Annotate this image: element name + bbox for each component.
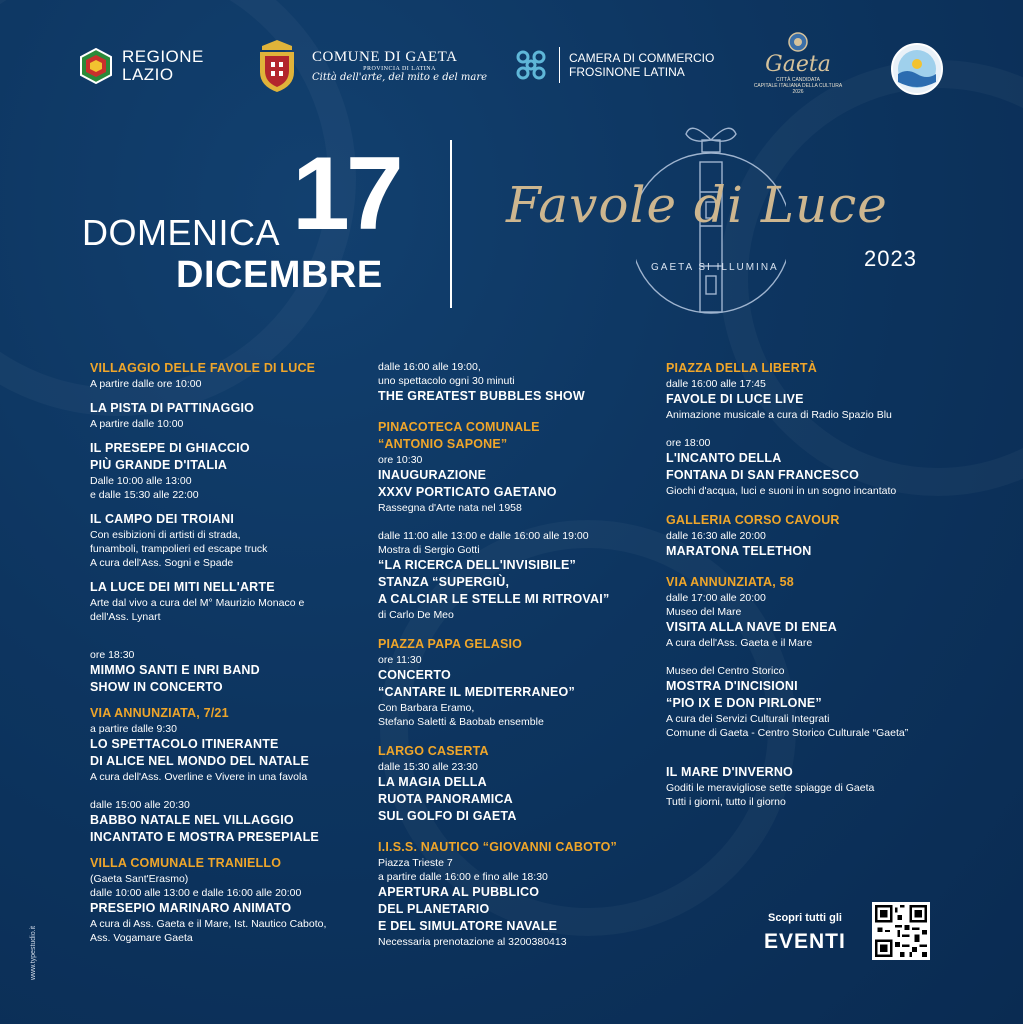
sponsor-logo-row: [0, 38, 1023, 108]
event-note: Con Barbara Eramo,: [378, 702, 475, 714]
gaeta-capitale-sub1: CITTÀ CANDIDATA: [776, 77, 820, 83]
event-note: e dalle 15:30 alle 22:00: [90, 489, 199, 501]
event-note: di Carlo De Meo: [378, 609, 454, 621]
month-name: DICEMBRE: [176, 254, 383, 296]
comune-gaeta-name: COMUNE DI GAETA: [312, 49, 458, 65]
header-divider: [450, 140, 452, 308]
program-column-3: [666, 360, 966, 809]
event-title: A CALCIAR LE STELLE MI RITROVAI”: [378, 592, 610, 606]
camera-commercio-emblem-icon: [512, 46, 550, 84]
event-time: dalle 16:00 alle 19:00,: [378, 361, 481, 373]
event-note: Animazione musicale a cura di Radio Spazio Blu: [666, 409, 892, 421]
designer-credit: www.typestudio.it: [30, 925, 37, 980]
location-title: GALLERIA CORSO CAVOUR: [666, 513, 840, 527]
program-column-2: [378, 360, 678, 949]
event-title: LA LUCE DEI MITI NELL'ARTE: [90, 580, 275, 594]
event-title: MARATONA TELETHON: [666, 544, 812, 558]
event-title: VILLAGGIO DELLE FAVOLE DI LUCE: [90, 361, 316, 375]
event-title: LA MAGIA DELLA: [378, 775, 487, 789]
event-title: MIMMO SANTI E INRI BAND: [90, 663, 260, 677]
event-note: Con esibizioni di artisti di strada,: [90, 529, 241, 541]
program-column-1: [90, 360, 390, 945]
event-note: (Gaeta Sant'Erasmo): [90, 873, 189, 885]
regione-lazio-line1: REGIONE: [122, 47, 204, 66]
regione-lazio-line2: LAZIO: [122, 65, 174, 84]
location-title: VIA ANNUNZIATA, 58: [666, 575, 794, 589]
event-title: RUOTA PANORAMICA: [378, 792, 513, 806]
regione-lazio-emblem-icon: [78, 48, 114, 84]
event-note: Museo del Mare: [666, 606, 742, 618]
event-title: FAVOLE DI LUCE LIVE: [666, 392, 804, 406]
event-title: PRESEPIO MARINARO ANIMATO: [90, 901, 292, 915]
pro-loco-gaeta-seal-icon: [890, 42, 944, 96]
gaeta-capitale-logo: [748, 32, 848, 95]
location-title: LARGO CASERTA: [378, 744, 489, 758]
event-note: Necessaria prenotazione al 3200380413: [378, 936, 567, 948]
event-time: dalle 15:00 alle 20:30: [90, 799, 190, 811]
event-note: Tutti i giorni, tutto il giorno: [666, 796, 786, 808]
event-note: Rassegna d'Arte nata nel 1958: [378, 502, 522, 514]
event-note: A cura dell'Ass. Overline e Vivere in una favola: [90, 771, 308, 783]
event-note: A cura dei Servizi Culturali Integrati: [666, 713, 830, 725]
event-title: THE GREATEST BUBBLES SHOW: [378, 389, 585, 403]
pro-loco-gaeta-logo: [890, 42, 944, 96]
event-time: dalle 15:30 alle 23:30: [378, 761, 478, 773]
event-title: LA PISTA DI PATTINAGGIO: [90, 401, 255, 415]
events-qr-code[interactable]: [872, 902, 930, 960]
event-time: uno spettacolo ogni 30 minuti: [378, 375, 515, 387]
event-title: “CANTARE IL MEDITERRANEO”: [378, 685, 575, 699]
qr-events-label: EVENTI: [764, 930, 846, 953]
qr-caption: Scopri tutti gli: [768, 912, 842, 924]
event-note: Mostra di Sergio Gotti: [378, 544, 480, 556]
comune-gaeta-crest-icon: [254, 38, 300, 94]
comune-gaeta-motto: Città dell'arte, del mito e del mare: [312, 72, 488, 83]
event-subtitle: GAETA SI ILLUMINA: [651, 262, 779, 273]
regione-lazio-logo: [78, 48, 204, 84]
event-title: LO SPETTACOLO ITINERANTE: [90, 737, 279, 751]
gaeta-capitale-seal-icon: [788, 32, 808, 52]
event-title: IL MARE D'INVERNO: [666, 765, 793, 779]
event-time: ore 18:30: [90, 649, 135, 661]
camera-commercio-line1: CAMERA DI COMMERCIO: [569, 51, 715, 65]
event-time: dalle 10:00 alle 13:00 e dalle 16:00 alle 20:00: [90, 887, 302, 899]
day-number: 17: [292, 136, 400, 252]
event-title: DEL PLANETARIO: [378, 902, 490, 916]
event-time: ore 11:30: [378, 654, 422, 666]
event-title: SHOW IN CONCERTO: [90, 680, 223, 694]
comune-gaeta-province: PROVINCIA DI LATINA: [363, 66, 436, 72]
event-time: dalle 17:00 alle 20:00: [666, 592, 766, 604]
event-note: Stefano Saletti & Baobab ensemble: [378, 716, 544, 728]
event-note: Arte dal vivo a cura del M° Maurizio Monaco e: [90, 597, 305, 609]
event-title: STANZA “SUPERGIÙ,: [378, 575, 510, 589]
location-title: VILLA COMUNALE TRANIELLO: [90, 856, 282, 870]
event-note: A cura dell'Ass. Gaeta e il Mare: [666, 637, 813, 649]
event-time: a partire dalle 16:00 e fino alle 18:30: [378, 871, 548, 883]
event-time: dalle 11:00 alle 13:00 e dalle 16:00 alle 19:00: [378, 530, 589, 542]
event-title: CONCERTO: [378, 668, 451, 682]
location-title: VIA ANNUNZIATA, 7/21: [90, 706, 229, 720]
event-note: A cura di Ass. Gaeta e il Mare, Ist. Nautico Caboto,: [90, 918, 327, 930]
event-title: PIÙ GRANDE D'ITALIA: [90, 458, 228, 472]
location-title: PIAZZA DELLA LIBERTÀ: [666, 361, 817, 375]
event-title: MOSTRA D'INCISIONI: [666, 679, 798, 693]
day-name: DOMENICA: [82, 212, 281, 253]
event-title: INAUGURAZIONE: [378, 468, 487, 482]
event-title: Favole di Luce: [506, 176, 888, 234]
camera-commercio-logo: [512, 46, 714, 84]
event-title: XXXV PORTICATO GAETANO: [378, 485, 557, 499]
comune-gaeta-logo: [254, 38, 487, 94]
gaeta-capitale-sub2: CAPITALE ITALIANA DELLA CULTURA 2026: [753, 83, 843, 95]
event-note: Comune di Gaeta - Centro Storico Culturale “Gaeta”: [666, 727, 909, 739]
event-title: DI ALICE NEL MONDO DEL NATALE: [90, 754, 309, 768]
event-title: E DEL SIMULATORE NAVALE: [378, 919, 558, 933]
event-title: “LA RICERCA DELL'INVISIBILE”: [378, 558, 576, 572]
camera-commercio-line2: FROSINONE LATINA: [569, 65, 685, 79]
event-title: APERTURA AL PUBBLICO: [378, 885, 540, 899]
event-note: Dalle 10:00 alle 13:00: [90, 475, 192, 487]
event-note: Piazza Trieste 7: [378, 857, 453, 869]
event-title: “PIO IX E DON PIRLONE”: [666, 696, 822, 710]
event-note: dell'Ass. Lynart: [90, 611, 161, 623]
event-title: IL PRESEPE DI GHIACCIO: [90, 441, 250, 455]
event-note: Goditi le meravigliose sette spiagge di Gaeta: [666, 782, 875, 794]
event-time: a partire dalle 9:30: [90, 723, 177, 735]
event-year: 2023: [864, 246, 917, 271]
event-time: ore 10:30: [378, 454, 423, 466]
location-title: I.I.S.S. NAUTICO “GIOVANNI CABOTO”: [378, 840, 617, 854]
location-title: “ANTONIO SAPONE”: [378, 437, 508, 451]
event-title: L'INCANTO DELLA: [666, 451, 782, 465]
event-time: dalle 16:00 alle 17:45: [666, 378, 766, 390]
event-note: funamboli, trampolieri ed escape truck: [90, 543, 268, 555]
event-note: A cura dell'Ass. Sogni e Spade: [90, 557, 234, 569]
location-title: PIAZZA PAPA GELASIO: [378, 637, 523, 651]
event-title: INCANTATO E MOSTRA PRESEPIALE: [90, 830, 319, 844]
event-title: VISITA ALLA NAVE DI ENEA: [666, 620, 838, 634]
event-title: FONTANA DI SAN FRANCESCO: [666, 468, 859, 482]
event-note: Ass. Vogamare Gaeta: [90, 932, 193, 944]
qr-code-icon: [875, 905, 927, 957]
event-time: dalle 16:30 alle 20:00: [666, 530, 766, 542]
event-title: BABBO NATALE NEL VILLAGGIO: [90, 813, 294, 827]
gaeta-capitale-word: Gaeta: [765, 52, 831, 77]
event-note: Museo del Centro Storico: [666, 665, 785, 677]
event-note: Giochi d'acqua, luci e suoni in un sogno incantato: [666, 485, 897, 497]
event-note: A partire dalle 10:00: [90, 418, 184, 430]
event-title: IL CAMPO DEI TROIANI: [90, 512, 235, 526]
event-note: A partire dalle ore 10:00: [90, 378, 202, 390]
event-time: ore 18:00: [666, 437, 711, 449]
event-title: SUL GOLFO DI GAETA: [378, 809, 517, 823]
location-title: PINACOTECA COMUNALE: [378, 420, 540, 434]
